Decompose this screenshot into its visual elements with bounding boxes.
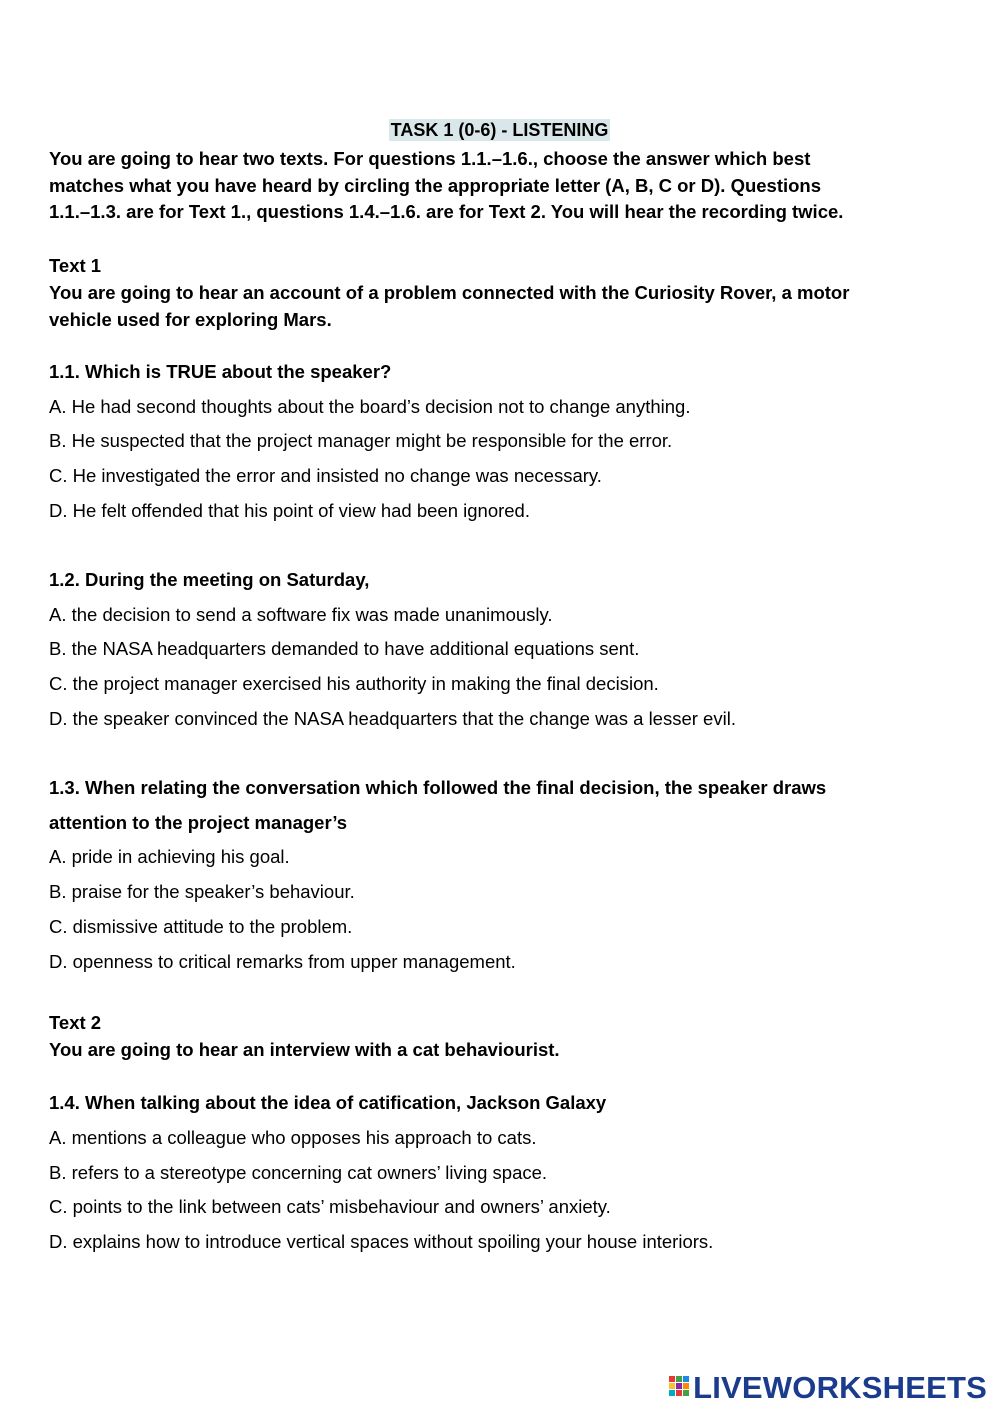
option-1-2-a[interactable]: A. the decision to send a software fix was made unanimously. xyxy=(49,604,553,625)
option-1-4-c[interactable]: C. points to the link between cats’ misbehaviour and owners’ anxiety. xyxy=(49,1196,611,1217)
option-1-1-d[interactable]: D. He felt offended that his point of view had been ignored. xyxy=(49,500,530,521)
text1-heading: Text 1 xyxy=(49,255,102,276)
option-1-2-c[interactable]: C. the project manager exercised his authority in making the final decision. xyxy=(49,673,659,694)
question-1-4: 1.4. When talking about the idea of catification, Jackson Galaxy xyxy=(49,1092,607,1113)
question-1-1: 1.1. Which is TRUE about the speaker? xyxy=(49,361,392,382)
instructions xyxy=(49,146,949,226)
liveworksheets-logo-text: LIVEWORKSHEETS xyxy=(693,1370,987,1405)
option-1-3-c[interactable]: C. dismissive attitude to the problem. xyxy=(49,916,353,937)
question-1-2: 1.2. During the meeting on Saturday, xyxy=(49,569,370,590)
liveworksheets-logo[interactable] xyxy=(669,1371,987,1405)
option-1-4-b[interactable]: B. refers to a stereotype concerning cat owners’ living space. xyxy=(49,1162,548,1183)
text1-description: You are going to hear an account of a problem connected with the Curiosity Rover, a motor vehicle used for exploring Mars. xyxy=(49,282,850,330)
option-1-1-c[interactable]: C. He investigated the error and insisted no change was necessary. xyxy=(49,465,602,486)
option-1-3-a[interactable]: A. pride in achieving his goal. xyxy=(49,846,290,867)
question-1-3: 1.3. When relating the conversation which followed the final decision, the speaker draws xyxy=(49,777,827,798)
option-1-3-d[interactable]: D. openness to critical remarks from upper management. xyxy=(49,951,516,972)
task-title: TASK 1 (0-6) - LISTENING xyxy=(390,120,609,140)
text2-description: You are going to hear an interview with a cat behaviourist. xyxy=(49,1039,560,1060)
instructions-line: matches what you have heard by circling the appropriate letter (A, B, C or D). Questions xyxy=(49,174,822,196)
liveworksheets-logo-icon xyxy=(669,1376,691,1400)
option-1-4-a[interactable]: A. mentions a colleague who opposes his approach to cats. xyxy=(49,1127,537,1148)
option-1-4-d[interactable]: D. explains how to introduce vertical spaces without spoiling your house interiors. xyxy=(49,1231,714,1252)
instructions-line: 1.1.–1.3. are for Text 1., questions 1.4.–1.6. are for Text 2. You will hear the recording twice. xyxy=(49,201,844,223)
option-1-1-a[interactable]: A. He had second thoughts about the board’s decision not to change anything. xyxy=(49,396,691,417)
question-1-3-cont: attention to the project manager’s xyxy=(49,812,348,833)
option-1-2-b[interactable]: B. the NASA headquarters demanded to have additional equations sent. xyxy=(49,638,640,659)
option-1-2-d[interactable]: D. the speaker convinced the NASA headquarters that the change was a lesser evil. xyxy=(49,708,736,729)
instructions-line: You are going to hear two texts. For questions 1.1.–1.6., choose the answer which best xyxy=(49,148,811,169)
title-row xyxy=(0,120,999,141)
option-1-1-b[interactable]: B. He suspected that the project manager might be responsible for the error. xyxy=(49,430,673,451)
option-1-3-b[interactable]: B. praise for the speaker’s behaviour. xyxy=(49,881,355,902)
text2-heading: Text 2 xyxy=(49,1012,102,1033)
